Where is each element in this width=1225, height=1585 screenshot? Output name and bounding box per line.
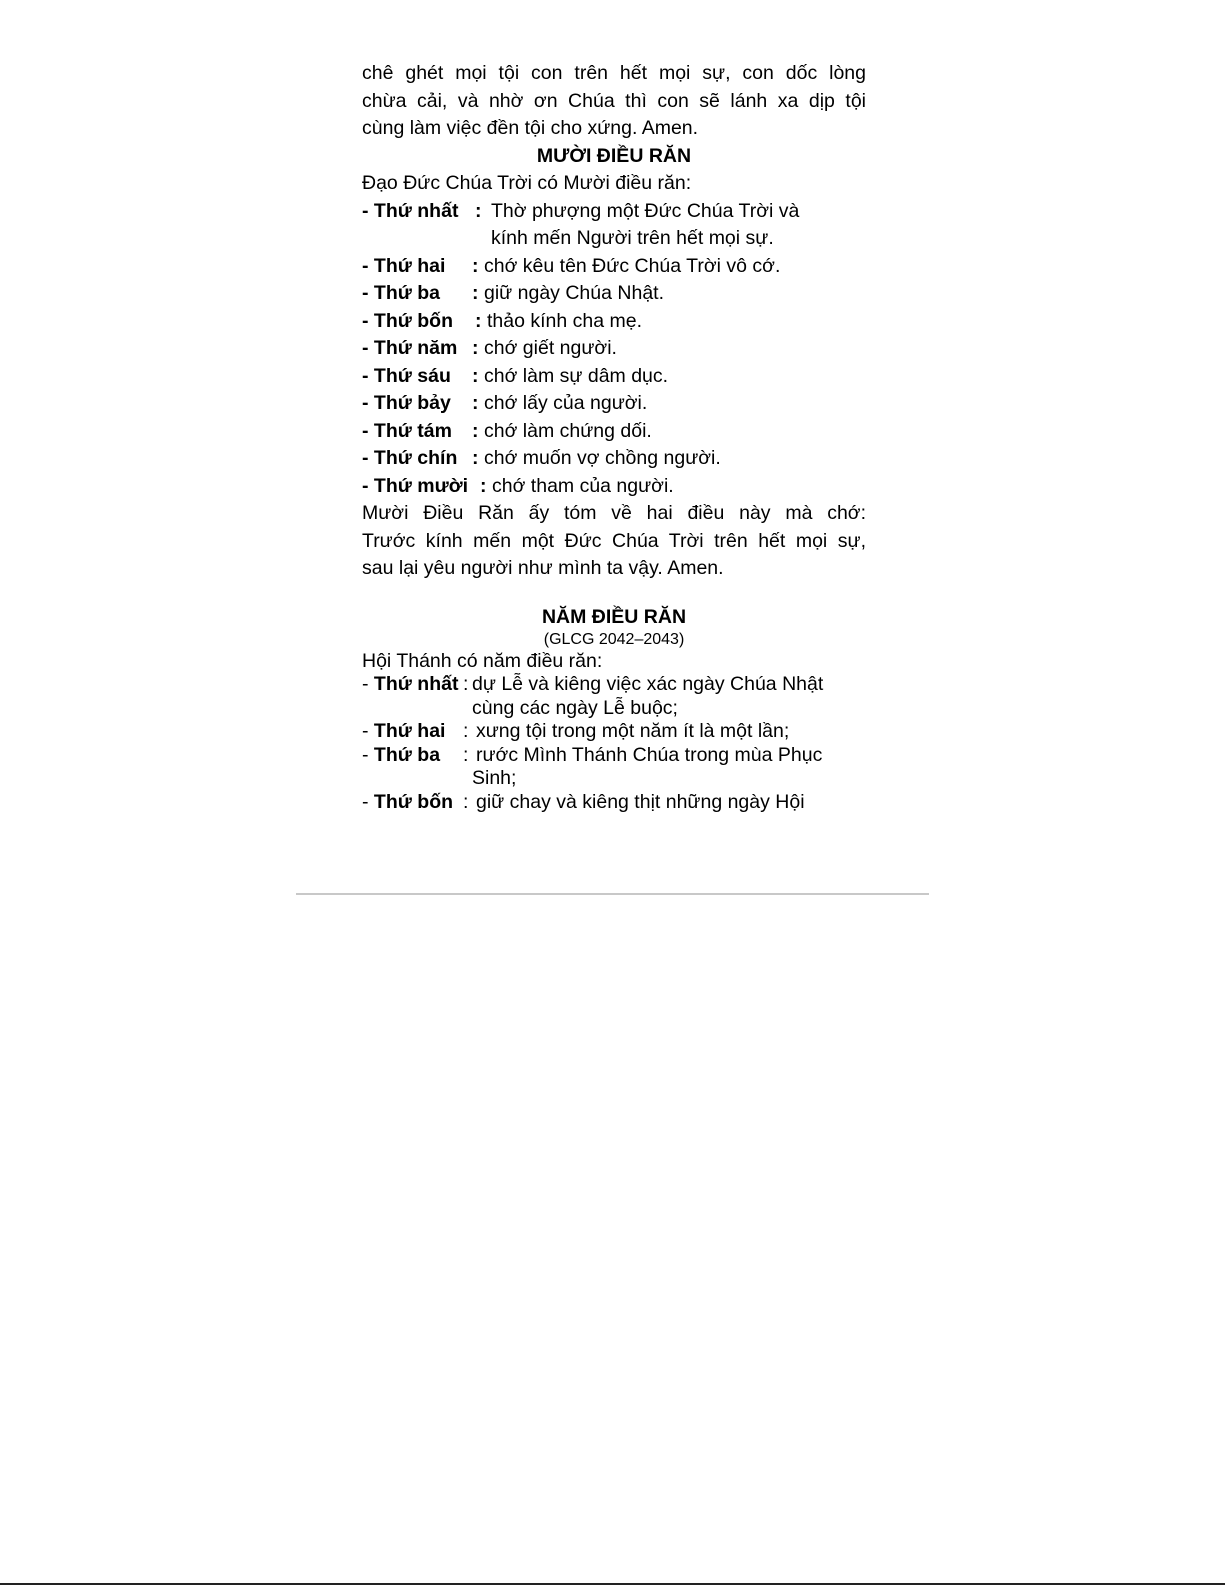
item-text: giữ ngày Chúa Nhật.	[484, 282, 664, 304]
summary-line-2: Trước kính mến một Đức Chúa Trời trên hết mọi sự,	[362, 529, 866, 552]
item-separator: :	[475, 309, 482, 332]
item-text: rước Mình Thánh Chúa trong mùa Phục	[476, 743, 823, 766]
ten-commandments-lead: Đạo Đức Chúa Trời có Mười điều răn:	[362, 172, 692, 194]
list-item	[362, 744, 866, 768]
item-label: - Thứ bốn	[362, 309, 454, 332]
item-text: chớ làm sự dâm dục.	[484, 364, 669, 387]
item-text: chớ giết người.	[484, 337, 617, 359]
list-item	[362, 390, 866, 418]
list-item	[362, 363, 866, 391]
list-item	[362, 418, 866, 446]
item-continuation: Sinh;	[472, 767, 517, 789]
item-label: - Thứ hai	[362, 254, 446, 277]
item-separator: :	[472, 392, 479, 414]
item-continuation: cùng các ngày Lễ buộc;	[472, 696, 678, 719]
intro-line-1: chê ghét mọi tội con trên hết mọi sự, con dốc lòng	[362, 62, 866, 84]
five-precepts-lead: Hội Thánh có năm điều răn:	[362, 649, 603, 672]
list-item	[362, 335, 866, 363]
item-separator: :	[463, 790, 469, 813]
list-item	[362, 308, 866, 336]
item-separator: :	[463, 743, 469, 766]
item-continuation: kính mến Người trên hết mọi sự.	[491, 227, 774, 249]
list-item	[362, 280, 866, 308]
item-text: dự Lễ và kiêng việc xác ngày Chúa Nhật	[472, 673, 824, 695]
page-content	[362, 60, 866, 814]
five-precepts-reference: (GLCG 2042–2043)	[543, 630, 685, 648]
item-separator: :	[463, 720, 469, 742]
item-text: xưng tội trong một năm ít là một lần;	[476, 720, 790, 742]
item-label: - Thứ ba	[362, 282, 441, 304]
page-divider	[296, 893, 929, 895]
item-separator: :	[463, 673, 469, 695]
item-label: - Thứ bảy	[362, 392, 451, 414]
list-item	[362, 720, 866, 744]
item-label: - Thứ hai	[362, 720, 446, 742]
item-label: - Thứ mười	[362, 474, 469, 497]
ten-commandments-heading: MƯỜI ĐIỀU RĂN	[536, 144, 692, 167]
item-separator: :	[480, 474, 487, 497]
item-text: chớ muốn vợ chồng người.	[484, 447, 721, 469]
item-label: - Thứ nhất	[362, 673, 459, 695]
ten-commandments-list	[362, 198, 866, 501]
item-label: - Thứ bốn	[362, 790, 454, 813]
item-text: thảo kính cha mẹ.	[487, 309, 643, 332]
section-spacer	[362, 583, 866, 605]
item-separator: :	[472, 337, 479, 359]
list-item	[362, 673, 866, 697]
item-separator: :	[472, 364, 479, 387]
item-separator: :	[475, 199, 482, 222]
five-precepts-heading: NĂM ĐIỀU RĂN	[541, 605, 687, 628]
item-separator: :	[472, 282, 479, 304]
item-label: - Thứ sáu	[362, 364, 451, 387]
item-text: chớ lấy của người.	[484, 392, 648, 414]
item-text: giữ chay và kiêng thịt những ngày Hội	[476, 790, 805, 813]
item-separator: :	[472, 419, 479, 442]
intro-line-3: cùng làm việc đền tội cho xứng. Amen.	[362, 117, 699, 139]
item-label: - Thứ tám	[362, 419, 452, 442]
item-separator: :	[472, 447, 479, 469]
item-label: - Thứ ba	[362, 743, 441, 766]
list-item	[362, 198, 866, 226]
list-item	[362, 445, 866, 473]
item-label: - Thứ chín	[362, 447, 458, 469]
item-label: - Thứ năm	[362, 337, 458, 359]
summary-line-1: Mười Điều Răn ấy tóm về hai điều này mà chớ:	[362, 502, 866, 524]
list-item	[362, 791, 866, 815]
item-label: - Thứ nhất	[362, 199, 459, 222]
item-text: chớ tham của người.	[492, 474, 674, 497]
list-item	[362, 473, 866, 501]
summary-line-3: sau lại yêu người như mình ta vậy. Amen.	[362, 557, 724, 579]
item-text: chớ làm chứng dối.	[484, 419, 652, 442]
item-text: chớ kêu tên Đức Chúa Trời vô cớ.	[484, 254, 781, 277]
item-separator: :	[472, 254, 479, 277]
list-item	[362, 253, 866, 281]
five-precepts-section	[362, 650, 866, 815]
item-text: Thờ phượng một Đức Chúa Trời và	[491, 199, 800, 222]
intro-line-2: chừa cải, và nhờ ơn Chúa thì con sẽ lánh xa dịp tội	[362, 89, 866, 112]
